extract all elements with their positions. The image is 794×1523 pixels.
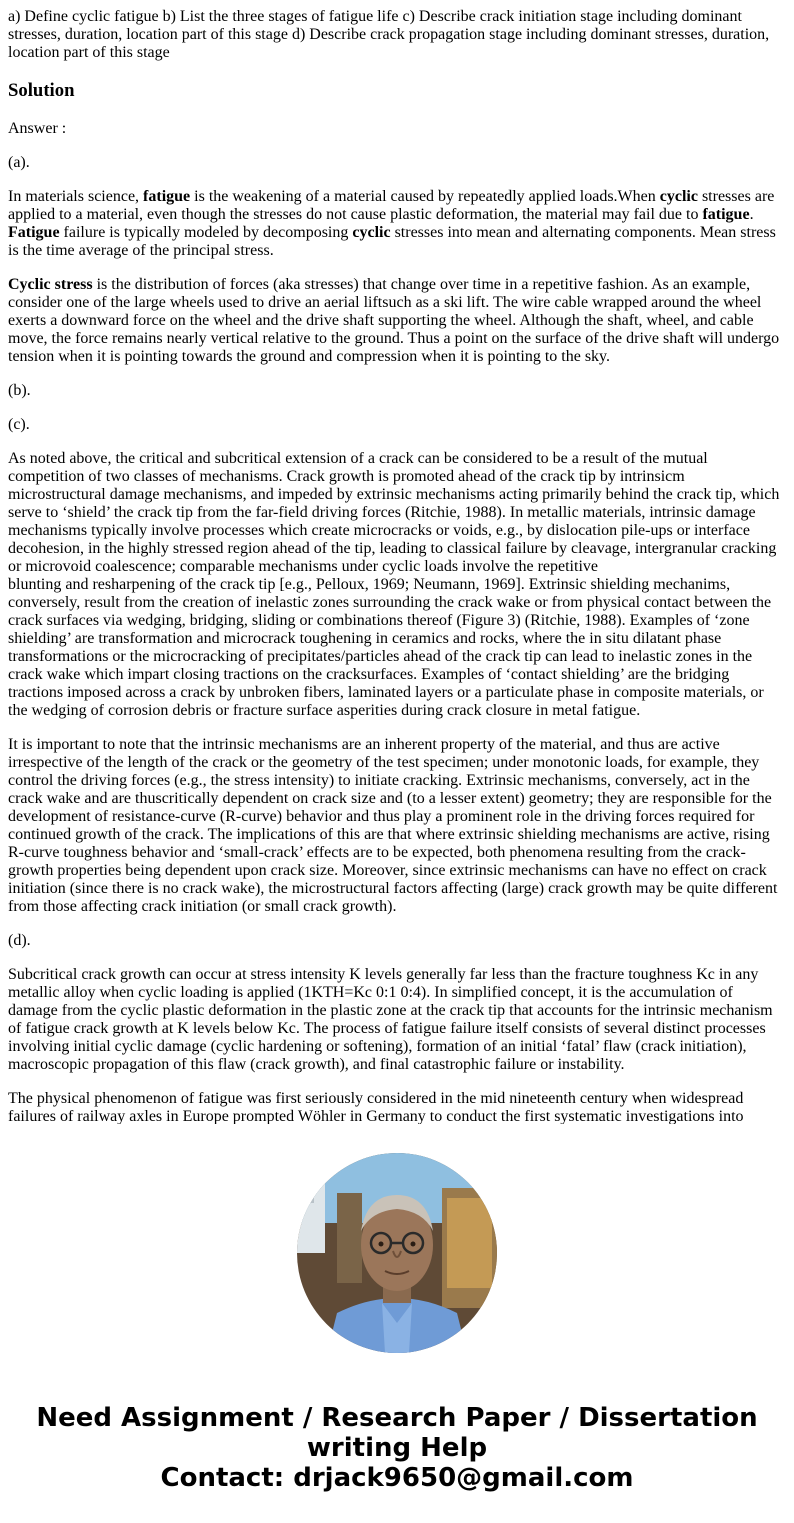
part-c-label: (c). <box>8 416 30 433</box>
part-a-label: (a). <box>8 154 30 171</box>
part-c-paragraph-2: It is important to note that the intrinsic mechanisms are an inherent property of the material, and thus are active irrespective of the length of the crack or the geometry of the test specimen; under monotonic loads, for example, they control the driving forces (e.g., the stress intensity) to initiate cracking. Extrinsic mechanisms, conversely, act in the crack wake and are thuscritically dependent on crack size and (to a lesser extent) geometry; they are responsible for the development of resistance-curve (R-curve) behavior and thus play a prominent role in the driving forces required for continued growth of the crack. The implications of this are that where extrinsic shielding mechanisms are active, rising R-curve toughness behavior and ‘small-crack’ effects are to be expected, both phenomena resulting from the crack-growth properties being dependent upon crack size. Moreover, since extrinsic mechanisms can have no effect on crack initiation (since there is no crack wake), the microstructural factors affecting (large) crack growth may be quite different from those affecting crack initiation (or small crack growth). <box>8 736 778 915</box>
part-a-paragraph-1: In materials science, fatigue is the weakening of a material caused by repeatedly applied loads.When cyclic stresses are applied to a material, even though the stresses do not cause plastic deformation, the material may fail due to fatigue. Fatigue failure is typically modeled by decomposing cyclic stresses into mean and alternating components. Mean stress is the time average of the principal stress. <box>8 188 776 259</box>
promo-line-1: Need Assignment / Research Paper / Dissertation <box>36 1403 758 1433</box>
author-portrait-image <box>297 1153 497 1353</box>
part-b-label: (b). <box>8 382 31 399</box>
solution-document <box>8 8 784 1124</box>
promo-banner <box>0 1403 794 1493</box>
promo-contact-line: Contact: drjack9650@gmail.com <box>160 1463 634 1493</box>
promo-line-2: writing Help <box>306 1433 488 1463</box>
author-avatar <box>297 1153 497 1353</box>
question-text: a) Define cyclic fatigue b) List the three stages of fatigue life c) Describe crack initiation stage including dominant stresses, duration, location part of this stage d) Describe crack propagation stage including dominant stresses, duration, location part of this stage <box>8 8 770 61</box>
solution-heading: Solution <box>8 80 75 101</box>
part-d-label: (d). <box>8 932 31 949</box>
part-d-paragraph-1: Subcritical crack growth can occur at stress intensity K levels generally far less than the fracture toughness Kc in any metallic alloy when cyclic loading is applied (1KTH=Kc 0:1 0:4). In simplified concept, it is the accumulation of damage from the cyclic plastic deformation in the plastic zone at the crack tip that accounts for the intrinsic mechanism of fatigue crack growth at K levels below Kc. The process of fatigue failure itself consists of several distinct processes involving initial cyclic damage (cyclic hardening or softening), formation of an initial ‘fatal’ flaw (crack initiation), macroscopic propagation of this flaw (crack growth), and final catastrophic failure or instability. <box>8 966 773 1073</box>
part-a-paragraph-2: Cyclic stress is the distribution of forces (aka stresses) that change over time in a repetitive fashion. As an example, consider one of the large wheels used to drive an aerial liftsuch as a ski lift. The wire cable wrapped around the wheel exerts a downward force on the wheel and the drive shaft supporting the wheel. Although the shaft, wheel, and cable move, the force remains nearly vertical relative to the ground. Thus a point on the surface of the drive shaft will undergo tension when it is pointing towards the ground and compression when it is pointing to the sky. <box>8 276 780 365</box>
answer-label: Answer : <box>8 120 67 137</box>
part-c-paragraph-1: As noted above, the critical and subcritical extension of a crack can be considered to be a result of the mutual competition of two classes of mechanisms. Crack growth is promoted ahead of the crack tip by intrinsicm microstructural damage mechanisms, and impeded by extrinsic mechanisms acting primarily behind the crack tip, which serve to ‘shield’ the crack tip from the far-field driving forces (Ritchie, 1988). In metallic materials, intrinsic damage mechanisms typically involve processes which create microcracks or voids, e.g., by dislocation pile-ups or interface decohesion, in the highly stressed region ahead of the tip, leading to classical failure by cleavage, intergranular cracking or microvoid coalescence; comparable mechanisms under cyclic loads involve the repetitive blunting and resharpening of the crack tip [e.g., Pelloux, 1969; Neumann, 1969]. Extrinsic shielding mechanims, conversely, result from the creation of inelastic zones surrounding the crack wake or from physical contact between the crack surfaces via wedging, bridging, sliding or combinations thereof (Figure 3) (Ritchie, 1988). Examples of ‘zone shielding’ are transformation and microcrack toughening in ceramics and rocks, where the in situ dilatant phase transformations or the microcracking of precipitates/particles ahead of the crack tip can lead to inelastic zones in the crack wake which impart closing tractions on the cracksurfaces. Examples of ‘contact shielding’ are the bridging tractions imposed across a crack by unbroken fibers, laminated layers or a particulate phase in composite materials, or the wedging of corrosion debris or fracture surface asperities during crack closure in metal fatigue. <box>8 450 780 719</box>
part-d-paragraph-2: The physical phenomenon of fatigue was first seriously considered in the mid nineteenth century when widespread failures of railway axles in Europe prompted Wöhler in Germany to conduct the first systematic investigations into <box>8 1090 744 1124</box>
